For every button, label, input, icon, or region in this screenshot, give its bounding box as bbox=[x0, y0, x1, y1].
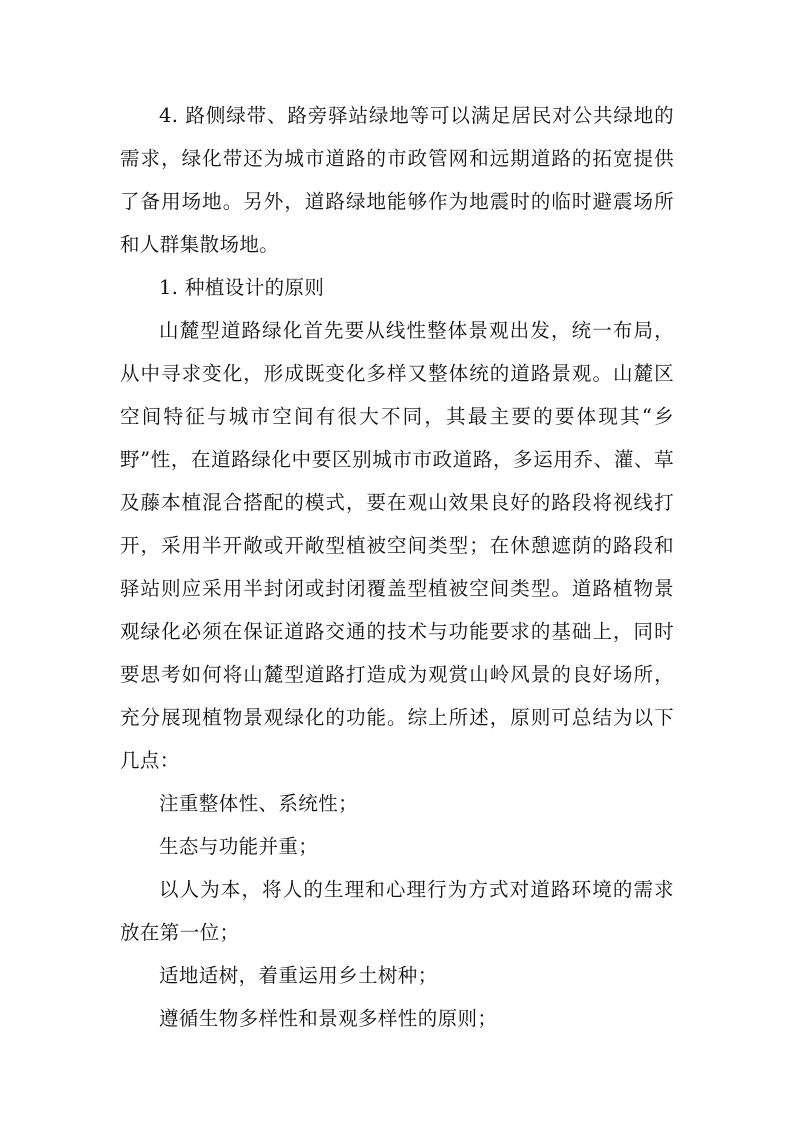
section-heading-planting-principles: 1. 种植设计的原则 bbox=[159, 276, 325, 299]
principle-item-biodiversity: 遵循生物多样性和景观多样性的原则； bbox=[159, 1007, 498, 1030]
principle-item-ecology-function: 生态与功能并重； bbox=[159, 835, 319, 858]
principle-item-people-oriented: 以人为本，将人的生理和心理行为方式对道路环境的需求放在第一位； bbox=[120, 878, 674, 944]
paragraph-green-belt-functions: 4. 路侧绿带、路旁驿站绿地等可以满足居民对公共绿地的需求，绿化带还为城市道路的市政管网和远期道路的拓宽提供了备用场地。另外，道路绿地能够作为地震时的临时避震场所和人群集散场地。 bbox=[120, 104, 674, 256]
document-body bbox=[120, 94, 674, 1040]
paragraph-piedmont-road-greening: 山麓型道路绿化首先要从线性整体景观出发，统一布局，从中寻求变化，形成既变化多样又整体统的道路景观。山麓区空间特征与城市空间有很大不同，其最主要的要体现其“乡野”性，在道路绿化中要区别城市市政道路，多运用乔、灌、草及藤本植混合搭配的模式，要在观山效果良好的路段将视线打开，采用半开敞或开敞型植被空间类型；在休憩遮荫的路段和驿站则应采用半封闭或封闭覆盖型植被空间类型。道路植物景观绿化必须在保证道路交通的技术与功能要求的基础上，同时要思考如何将山麓型道路打造成为观赏山岭风景的良好场所，充分展现植物景观绿化的功能。综上所述，原则可总结为以下几点： bbox=[120, 319, 674, 772]
principle-item-native-species: 适地适树，着重运用乡土树种； bbox=[159, 964, 438, 987]
principle-item-integrity: 注重整体性、系统性； bbox=[159, 792, 359, 815]
